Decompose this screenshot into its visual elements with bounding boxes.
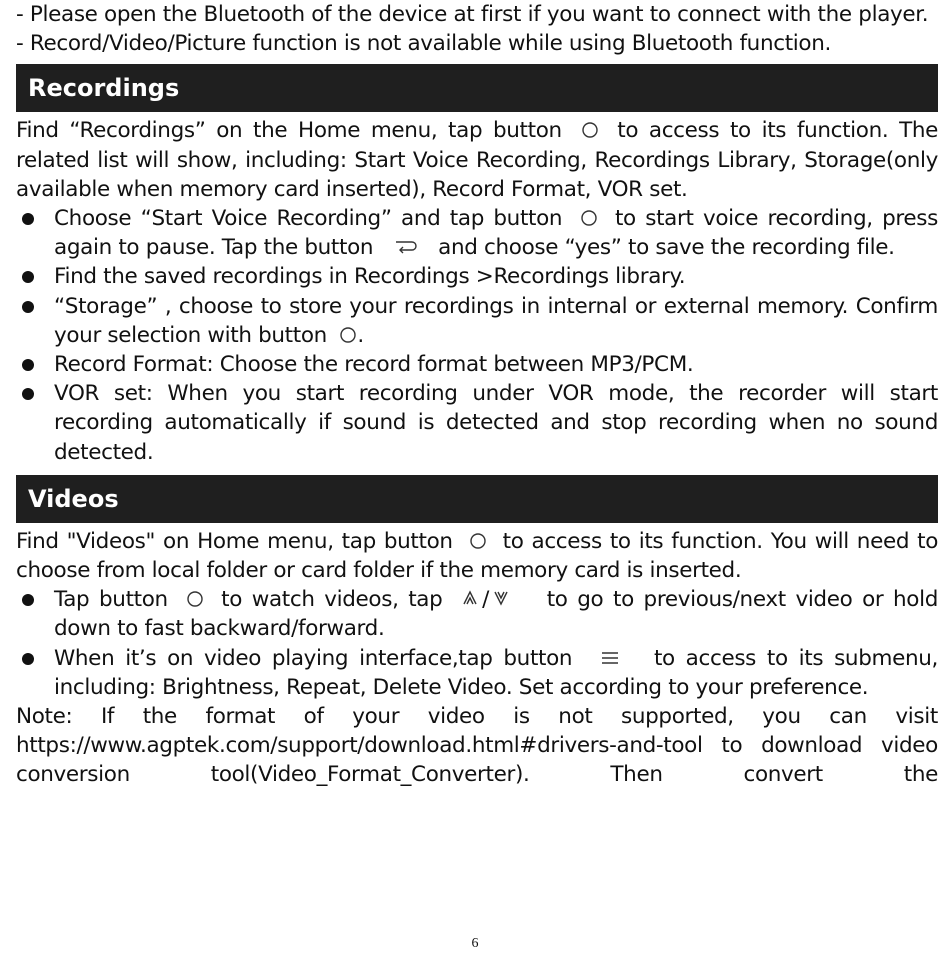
bullet-text: to go to previous/next video or hold down to fast backward/forward.	[54, 587, 939, 642]
ok-circle-icon	[580, 209, 598, 227]
bullet-text: Choose “Start Voice Recording” and tap button	[54, 206, 563, 232]
list-item	[16, 585, 938, 643]
list-item	[16, 292, 938, 350]
recordings-bullet-list	[16, 204, 938, 467]
recordings-intro-b: to access to its function. The related list will show, including: Start Voice Recording, Recordings Library, Storage(only available when memory card inserted), Record Format, VOR set.	[16, 118, 939, 202]
videos-note: Note: If the format of your video is not supported, you can visit https://www.agptek.com/support/download.html#drivers-and-tool to download video conversion tool(Video_Format_Converter). Then convert the	[16, 704, 938, 788]
bullet-text: .	[357, 322, 364, 348]
return-arrow-icon	[394, 238, 418, 256]
bullet-text: When it’s on video playing interface,tap button	[54, 645, 573, 671]
bullet-text: to start voice recording, press again to pause. Tap the button	[54, 206, 939, 261]
section-heading-videos: Videos	[16, 475, 938, 523]
recordings-intro	[16, 116, 938, 204]
ok-circle-icon	[469, 532, 487, 550]
page-number: 6	[471, 936, 479, 951]
list-item	[16, 379, 938, 467]
intro-line-2: - Record/Video/Picture function is not available while using Bluetooth function.	[16, 31, 831, 57]
ok-circle-icon	[339, 326, 357, 344]
section-heading-recordings: Recordings	[16, 64, 938, 112]
bullet-text: Record Format: Choose the record format between MP3/PCM.	[54, 352, 694, 378]
videos-intro	[16, 527, 938, 585]
recordings-intro-a: Find “Recordings” on the Home menu, tap button	[16, 118, 562, 144]
previous-icon	[460, 588, 480, 608]
list-item	[16, 262, 938, 291]
next-icon	[491, 588, 511, 608]
intro-line-1: - Please open the Bluetooth of the device at first if you want to connect with the player.	[16, 2, 929, 27]
videos-intro-b: to access to its function. You will need to choose from local folder or card folder if the memory card is inserted.	[16, 528, 939, 584]
bullet-text: and choose “yes” to save the recording file.	[438, 235, 895, 261]
ok-circle-icon	[581, 121, 599, 139]
menu-icon	[599, 649, 621, 667]
list-item	[16, 350, 938, 379]
bullet-text: to access to its submenu, including: Brightness, Repeat, Delete Video. Set according to your preference.	[54, 645, 939, 700]
bullet-text: VOR set: When you start recording under VOR mode, the recorder will start recording automatically if sound is detected and stop recording when no sound detected.	[54, 381, 938, 465]
ok-circle-icon	[186, 590, 204, 608]
bullet-text: to watch videos, tap	[221, 587, 443, 613]
separator: /	[482, 587, 490, 613]
bullet-text: Find the saved recordings in Recordings >Recordings library.	[54, 264, 686, 290]
bullet-text: Tap button	[54, 587, 168, 613]
videos-intro-a: Find "Videos" on Home menu, tap button	[16, 528, 453, 554]
page-content	[16, 0, 938, 790]
list-item	[16, 644, 938, 702]
bullet-text: “Storage” , choose to store your recordings in internal or external memory. Confirm your selection with button	[54, 293, 938, 348]
videos-bullet-list	[16, 585, 938, 702]
list-item	[16, 204, 938, 262]
